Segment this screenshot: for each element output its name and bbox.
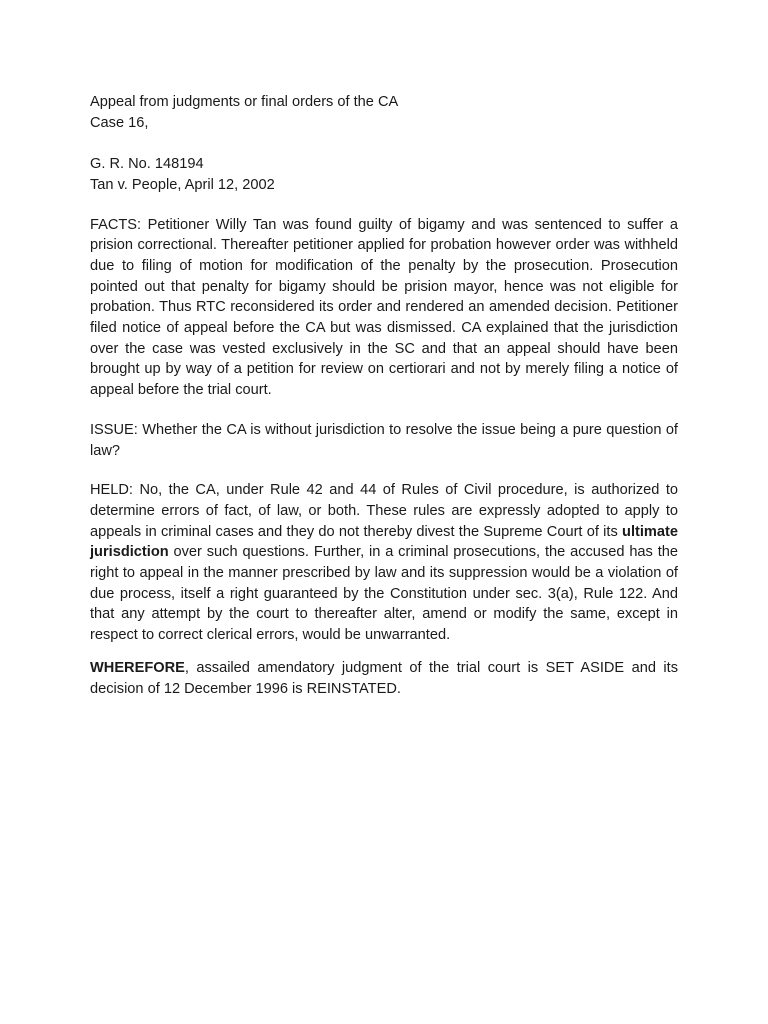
wherefore-bold: WHEREFORE	[90, 659, 185, 676]
spacer	[90, 133, 678, 154]
issue-paragraph: ISSUE: Whether the CA is without jurisdiction to resolve the issue being a pure question of law?	[90, 421, 678, 459]
spacer	[90, 461, 678, 480]
case-number: Case 16,	[90, 114, 149, 131]
held-text-part2: over such questions. Further, in a criminal prosecutions, the accused has the right to appeal in the manner prescribed by law and its suppression would be a violation of due process, itself a right guaranteed by the Constitution under sec. 3(a), Rule 122. And that any attempt by the court to thereafter alter, amend or modify the same, except in respect to correct clerical errors, would be unwarranted.	[90, 544, 678, 644]
held-text-part1: HELD: No, the CA, under Rule 42 and 44 of Rules of Civil procedure, is authorized to determine errors of fact, of law, or both. These rules are expressly adopted to apply to appeals in criminal cases and they do not thereby divest the Supreme Court of its	[90, 482, 678, 540]
held-paragraph	[90, 480, 678, 646]
spacer	[90, 401, 678, 420]
spacer	[90, 196, 678, 215]
header-title: Appeal from judgments or final orders of the CA	[90, 94, 399, 110]
wherefore-text: , assailed amendatory judgment of the trial court is SET ASIDE and its decision of 12 December 1996 is REINSTATED.	[90, 659, 678, 697]
spacer	[90, 646, 678, 658]
gr-number: G. R. No. 148194	[90, 156, 204, 173]
document-body	[90, 92, 678, 699]
facts-paragraph: FACTS: Petitioner Willy Tan was found guilty of bigamy and was sentenced to suffer a prision correctional. Thereafter petitioner applied for probation however order was withheld due to filing of motion for modification of the penalty by the prosecution. Prosecution pointed out that penalty for bigamy should be prision mayor, hence was not eligible for probation. Thus RTC reconsidered its order and rendered an amended decision. Petitioner filed notice of appeal before the CA but was dismissed. CA explained that the jurisdiction over the case was vested exclusively in the SC and that an appeal should have been brought up by way of a petition for review on certiorari and not by merely filing a notice of appeal before the trial court.	[90, 216, 678, 399]
held-bold-term: ultimate jurisdiction	[90, 523, 678, 561]
wherefore-paragraph	[90, 658, 678, 699]
case-title-date: Tan v. People, April 12, 2002	[90, 176, 275, 193]
